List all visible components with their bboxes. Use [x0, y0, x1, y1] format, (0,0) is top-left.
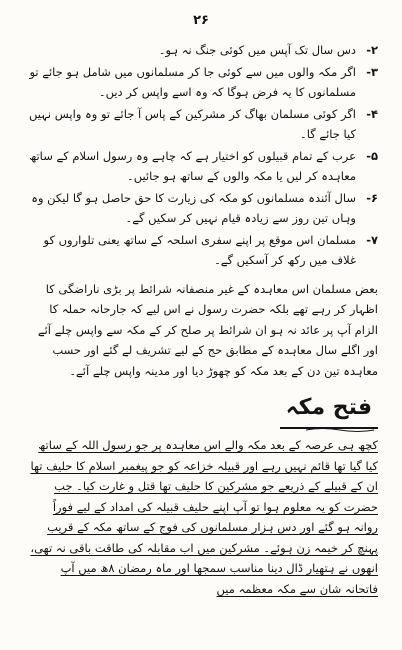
item-number: ۲- [366, 43, 378, 57]
heading-underline-ornament [304, 427, 376, 433]
item-text: عرب کے تمام قبیلوں کو اختیار ہے کہ چاہے وہ رسول اسلام کے ساتھ معاہدہ کر لیں یا مکہ والوں کے ساتھ ہو جائیں۔ [29, 148, 356, 183]
item-number: ۴- [366, 106, 378, 121]
section-heading-block [28, 391, 378, 431]
item-number: ۷- [366, 232, 378, 247]
treaty-term-item [28, 146, 378, 187]
treaty-term-item [28, 104, 378, 145]
item-text: مسلمان اس موقع پر اپنے سفری اسلحہ کے ساتھ یعنی تلواروں کو غلاف میں رکھ کر آسکیں گے۔ [43, 232, 356, 267]
section-heading: فتح مکہ [280, 391, 378, 429]
item-number: ۳- [366, 64, 378, 79]
item-text: اگر کوئی مسلمان بھاگ کر مشرکین کے پاس آ جائے تو وہ واپس نہیں کیا جائے گا۔ [28, 106, 356, 141]
treaty-term-item [28, 62, 378, 103]
body-paragraph: بعض مسلمان اس معاہدہ کے غیر منصفانہ شرائط پر بڑی ناراضگی کا اظہار کر رہے تھے بلکہ حضرت رسول نے اس لیے کہ جارحانہ حملہ کا الزام آپ پر عائد نہ ہو ان شرائط پر صلح کر کے مکہ سے واپس چلے آئے اور اگلے سال معاہدہ کے مطابق حج کے لیے تشریف لے گئے اور حسب معاہدہ تین دن کے بعد مکہ کو چھوڑ دیا اور مدینہ واپس چلے آئے۔ [37, 281, 378, 378]
item-number: ۵- [366, 148, 378, 163]
item-text: اگر مکہ والوں میں سے کوئی جا کر مسلمانوں میں شامل ہو جائے تو مسلمانوں کا یہ فرض ہوگا کہ وہ اسے واپس کر دیں۔ [29, 64, 356, 99]
item-number: ۶- [366, 190, 378, 205]
item-text: دس سال تک آپس میں کوئی جنگ نہ ہو۔ [158, 43, 356, 57]
treaty-term-item [28, 188, 378, 229]
treaty-term-item [28, 230, 378, 271]
treaty-term-item [28, 40, 378, 61]
body-paragraph: کچھ ہی عرصہ کے بعد مکہ والے اس معاہدہ پر جو رسول اللہ کے ساتھ کیا گیا تھا قائم نہیں رہے اور قبیلہ خزاعہ کو جو پیغمبر اسلام کا حلیف تھا ان کے قبیلے کے ذریعے جو مشرکین کا حلیف تھا قتل و غارت کیا۔ جب حضرت کو یہ معلوم ہوا تو آپ اپنے حلیف قبیلہ کی امداد کے لیے فوراً روانہ ہو گئے اور دس ہزار مسلمانوں کی فوج کے ساتھ مکہ کے قریب پہنچ کر خیمہ زن ہوئے۔ مشرکین میں اب مقابلہ کی طاقت باقی نہ تھی، انھوں نے ہتھیار ڈال دینا مناسب سمجھا اور ماہ رمضان ۸ھ میں آپ فاتحانہ شان سے مکہ معظمہ میں [30, 438, 378, 596]
page-number: ۲۶ [193, 13, 209, 28]
item-text: سال آئندہ مسلمانوں کو مکہ کی زیارت کا حق حاصل ہو گا لیکن وہ وہاں تین روز سے زیادہ قیام نہیں کر سکیں گے۔ [31, 190, 356, 225]
page-content [28, 40, 378, 599]
